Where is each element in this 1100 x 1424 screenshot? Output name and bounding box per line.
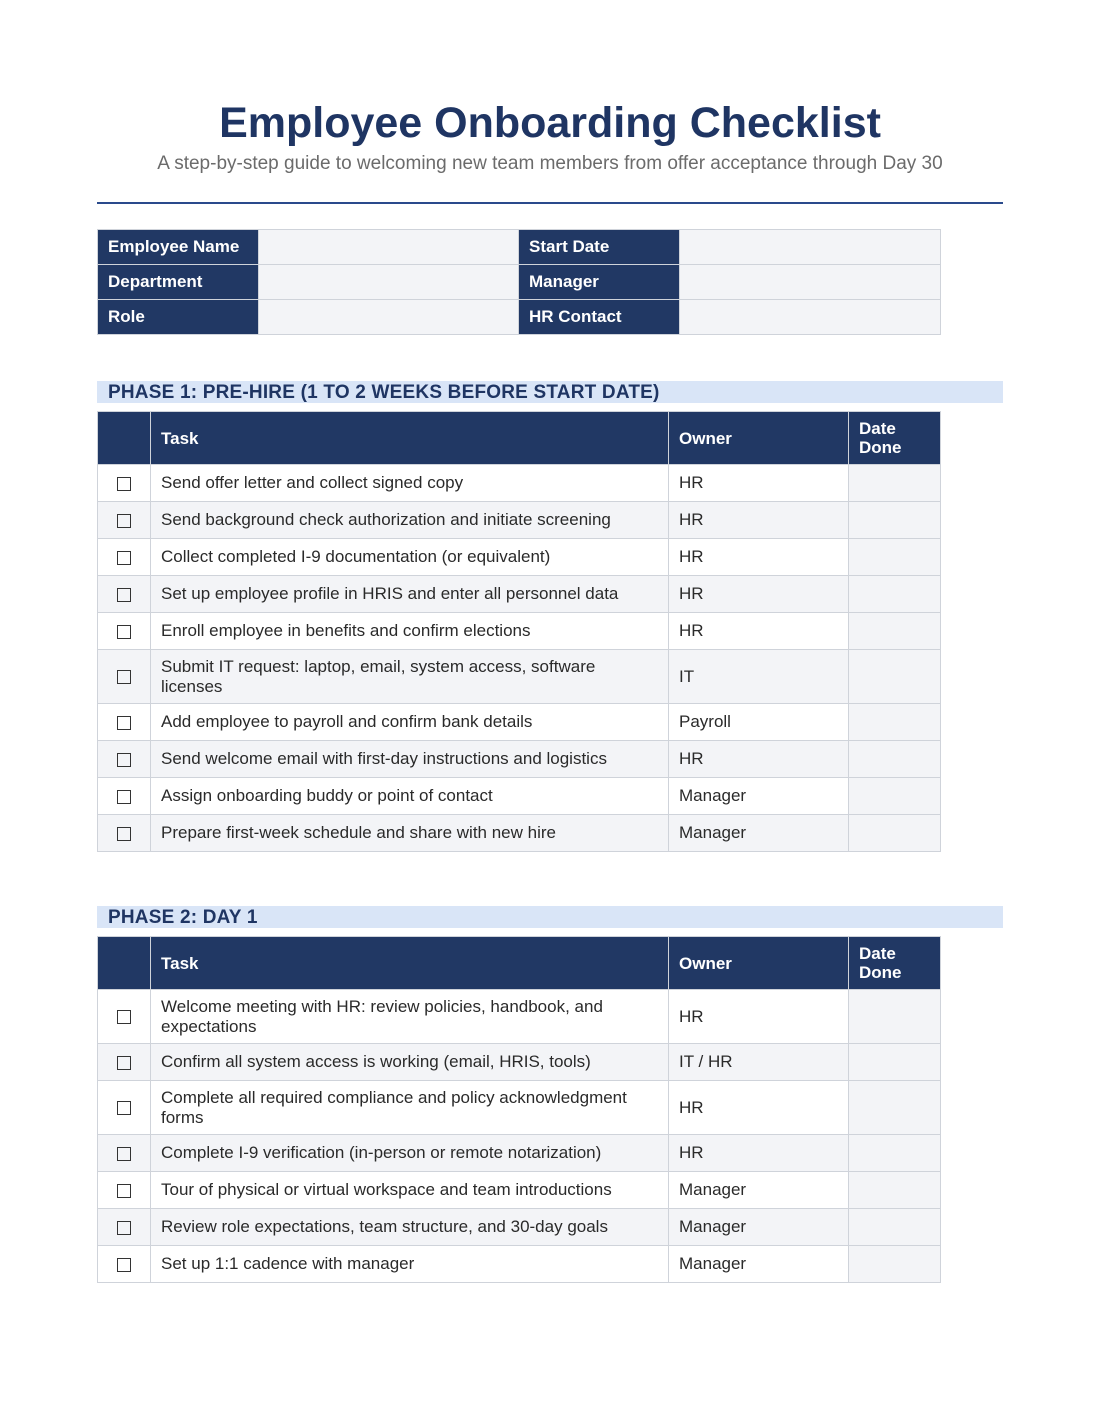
phase1-rows	[98, 465, 941, 852]
date-done-cell[interactable]	[849, 1081, 941, 1135]
phase2-rows	[98, 990, 941, 1283]
task-cell: Set up 1:1 cadence with manager	[151, 1246, 669, 1283]
owner-cell: Payroll	[669, 704, 849, 741]
task-checkbox-cell	[98, 990, 151, 1044]
date-done-cell[interactable]	[849, 741, 941, 778]
task-checkbox-cell	[98, 704, 151, 741]
phase1-table	[97, 411, 941, 852]
date-done-cell[interactable]	[849, 1044, 941, 1081]
task-cell: Welcome meeting with HR: review policies, handbook, and expectations	[151, 990, 669, 1044]
info-row	[98, 265, 941, 300]
owner-cell: HR	[669, 613, 849, 650]
checkbox-column-header	[98, 937, 151, 990]
task-checkbox[interactable]	[117, 1101, 131, 1115]
owner-cell: IT / HR	[669, 1044, 849, 1081]
date-done-cell[interactable]	[849, 613, 941, 650]
task-checkbox-cell	[98, 1172, 151, 1209]
department-label: Department	[98, 265, 259, 300]
manager-field[interactable]	[680, 265, 941, 300]
table-row	[98, 1044, 941, 1081]
task-cell: Tour of physical or virtual workspace and team introductions	[151, 1172, 669, 1209]
task-checkbox-cell	[98, 1246, 151, 1283]
owner-column-header: Owner	[669, 412, 849, 465]
task-checkbox-cell	[98, 1209, 151, 1246]
task-checkbox[interactable]	[117, 827, 131, 841]
task-cell: Complete I-9 verification (in-person or remote notarization)	[151, 1135, 669, 1172]
date-done-cell[interactable]	[849, 815, 941, 852]
task-column-header: Task	[151, 937, 669, 990]
task-cell: Assign onboarding buddy or point of contact	[151, 778, 669, 815]
task-checkbox[interactable]	[117, 753, 131, 767]
date-done-cell[interactable]	[849, 990, 941, 1044]
owner-column-header: Owner	[669, 937, 849, 990]
task-cell: Send offer letter and collect signed copy	[151, 465, 669, 502]
role-label: Role	[98, 300, 259, 335]
table-row	[98, 539, 941, 576]
hr-contact-field[interactable]	[680, 300, 941, 335]
task-checkbox-cell	[98, 778, 151, 815]
owner-cell: HR	[669, 576, 849, 613]
task-checkbox[interactable]	[117, 625, 131, 639]
task-checkbox-cell	[98, 650, 151, 704]
info-row	[98, 300, 941, 335]
table-header-row	[98, 937, 941, 990]
task-cell: Add employee to payroll and confirm bank details	[151, 704, 669, 741]
task-checkbox[interactable]	[117, 670, 131, 684]
task-checkbox[interactable]	[117, 477, 131, 491]
task-checkbox-cell	[98, 502, 151, 539]
table-row	[98, 1135, 941, 1172]
date-done-cell[interactable]	[849, 576, 941, 613]
task-cell: Enroll employee in benefits and confirm elections	[151, 613, 669, 650]
date-done-cell[interactable]	[849, 1135, 941, 1172]
date-done-cell[interactable]	[849, 650, 941, 704]
task-checkbox-cell	[98, 1135, 151, 1172]
date-done-column-header: Date Done	[849, 937, 941, 990]
task-cell: Confirm all system access is working (email, HRIS, tools)	[151, 1044, 669, 1081]
task-checkbox[interactable]	[117, 716, 131, 730]
task-checkbox[interactable]	[117, 588, 131, 602]
task-checkbox-cell	[98, 576, 151, 613]
employee-name-label: Employee Name	[98, 230, 259, 265]
owner-cell: HR	[669, 741, 849, 778]
task-checkbox[interactable]	[117, 514, 131, 528]
manager-label: Manager	[519, 265, 680, 300]
date-done-cell[interactable]	[849, 1172, 941, 1209]
title-divider	[97, 202, 1003, 204]
task-cell: Send welcome email with first-day instructions and logistics	[151, 741, 669, 778]
start-date-field[interactable]	[680, 230, 941, 265]
table-row	[98, 576, 941, 613]
task-checkbox-cell	[98, 465, 151, 502]
owner-cell: HR	[669, 502, 849, 539]
owner-cell: HR	[669, 539, 849, 576]
table-row	[98, 990, 941, 1044]
page-subtitle: A step-by-step guide to welcoming new team members from offer acceptance through Day 30	[157, 153, 943, 174]
task-checkbox[interactable]	[117, 1056, 131, 1070]
task-checkbox-cell	[98, 1081, 151, 1135]
task-checkbox[interactable]	[117, 551, 131, 565]
table-header-row	[98, 412, 941, 465]
table-row	[98, 650, 941, 704]
owner-cell: Manager	[669, 778, 849, 815]
table-row	[98, 613, 941, 650]
page-title: Employee Onboarding Checklist	[219, 99, 881, 147]
task-checkbox[interactable]	[117, 1147, 131, 1161]
task-cell: Set up employee profile in HRIS and enter all personnel data	[151, 576, 669, 613]
task-cell: Submit IT request: laptop, email, system access, software licenses	[151, 650, 669, 704]
table-row	[98, 778, 941, 815]
task-checkbox-cell	[98, 613, 151, 650]
owner-cell: HR	[669, 1081, 849, 1135]
date-done-cell[interactable]	[849, 1246, 941, 1283]
table-row	[98, 502, 941, 539]
date-done-cell[interactable]	[849, 502, 941, 539]
owner-cell: HR	[669, 465, 849, 502]
owner-cell: Manager	[669, 1172, 849, 1209]
phase1-heading: PHASE 1: PRE-HIRE (1 TO 2 WEEKS BEFORE START DATE)	[97, 381, 1003, 403]
task-checkbox-cell	[98, 1044, 151, 1081]
task-checkbox[interactable]	[117, 1258, 131, 1272]
start-date-label: Start Date	[519, 230, 680, 265]
role-field[interactable]	[259, 300, 519, 335]
table-row	[98, 741, 941, 778]
table-row	[98, 1246, 941, 1283]
task-cell: Review role expectations, team structure, and 30-day goals	[151, 1209, 669, 1246]
date-done-cell[interactable]	[849, 465, 941, 502]
owner-cell: Manager	[669, 1246, 849, 1283]
date-done-cell[interactable]	[849, 704, 941, 741]
task-cell: Send background check authorization and initiate screening	[151, 502, 669, 539]
checkbox-column-header	[98, 412, 151, 465]
table-row	[98, 1209, 941, 1246]
owner-cell: HR	[669, 1135, 849, 1172]
task-cell: Complete all required compliance and policy acknowledgment forms	[151, 1081, 669, 1135]
task-cell: Collect completed I-9 documentation (or equivalent)	[151, 539, 669, 576]
task-checkbox[interactable]	[117, 1010, 131, 1024]
task-checkbox[interactable]	[117, 1184, 131, 1198]
table-row	[98, 1172, 941, 1209]
owner-cell: HR	[669, 990, 849, 1044]
task-checkbox[interactable]	[117, 1221, 131, 1235]
date-done-cell[interactable]	[849, 1209, 941, 1246]
table-row	[98, 815, 941, 852]
task-cell: Prepare first-week schedule and share with new hire	[151, 815, 669, 852]
table-row	[98, 704, 941, 741]
owner-cell: IT	[669, 650, 849, 704]
date-done-cell[interactable]	[849, 539, 941, 576]
task-checkbox-cell	[98, 539, 151, 576]
owner-cell: Manager	[669, 815, 849, 852]
department-field[interactable]	[259, 265, 519, 300]
owner-cell: Manager	[669, 1209, 849, 1246]
table-row	[98, 465, 941, 502]
hr-contact-label: HR Contact	[519, 300, 680, 335]
date-done-column-header: Date Done	[849, 412, 941, 465]
info-row	[98, 230, 941, 265]
task-checkbox-cell	[98, 741, 151, 778]
employee-info-table	[97, 229, 941, 335]
task-checkbox[interactable]	[117, 790, 131, 804]
phase2-table	[97, 936, 941, 1283]
phase2-heading: PHASE 2: DAY 1	[97, 906, 1003, 928]
task-checkbox-cell	[98, 815, 151, 852]
employee-name-field[interactable]	[259, 230, 519, 265]
date-done-cell[interactable]	[849, 778, 941, 815]
task-column-header: Task	[151, 412, 669, 465]
table-row	[98, 1081, 941, 1135]
